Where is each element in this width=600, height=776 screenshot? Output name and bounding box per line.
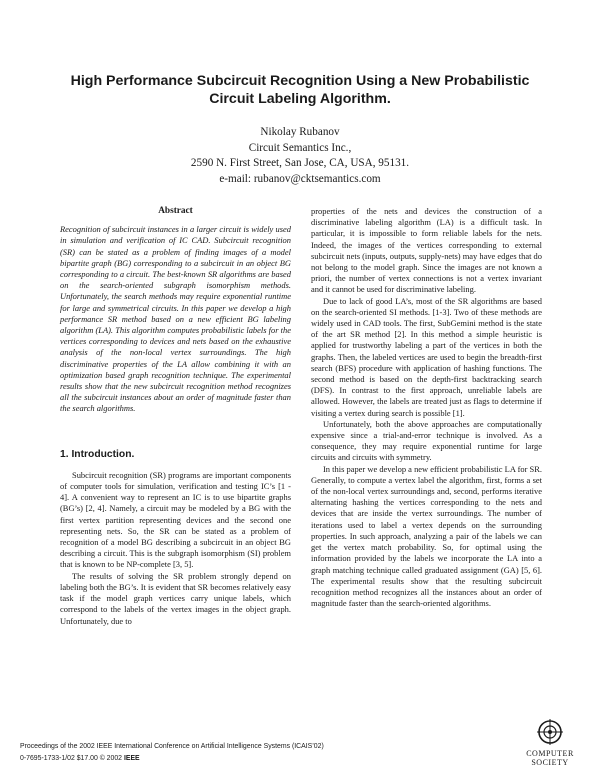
right-paragraph-3: In this paper we develop a new efficient probabilistic LA for SR. Generally, to compute a vertex label the algorithm, first, forms a set of the non-local vertex surroundings and, second, performs iterative alternating hashing the vertices corresponding to the nets and devices that are inside the vertex surroundings. The number of iterations used to label a vertex depends on the surrounding properties. In such approach, analyzing a pair of the labels we can get the vertex match probability. So, for optimal using the information provided by the labels we incorporate the LA into a graph matching technique called graduated assignment (GA) [5, 6]. The experimental results show that the resulting subcircuit recognition method recognizes all the instances about an order of magnitude faster than the search-oriented algorithms.: [311, 463, 542, 609]
abstract-heading: Abstract: [158, 206, 193, 216]
left-column: [60, 206, 291, 627]
footer-ieee: IEEE: [123, 755, 140, 762]
author-address: 2590 N. First Street, San Jose, CA, USA, 95131.: [190, 157, 410, 169]
footer-isbn-text: 0-7695-1733-1/02 $17.00 © 2002: [20, 755, 124, 762]
author-organization: Circuit Semantics Inc.,: [248, 141, 352, 154]
logo-text-computer: COMPUTER: [526, 749, 574, 758]
author-email: e-mail: rubanov@cktsemantics.com: [219, 172, 381, 185]
intro-paragraph-1: Subcircuit recognition (SR) programs are important components of computer tools for simulation, verification and testing IC’s [1 - 4]. A convenient way to represent an IC is to use bipartite graphs (BG’s) [2, 4]. Namely, a circuit may be modeled by a BG with the first vertex partition representing devices and the second one representing nets. So, the SR can be stated as a problem of recognition of a model BG describing a subcircuit in an object BG describing a circuit. This is the subgraph isomorphism (SI) problem that is known to be NP-complete [3, 5].: [60, 469, 291, 570]
computer-society-logo: [516, 718, 584, 768]
paper-title: [40, 72, 560, 108]
right-column: [311, 206, 542, 609]
author-block: [120, 125, 480, 187]
intro-paragraph-2: The results of solving the SR problem strongly depend on labeling both the BG’s. It is evident that SR becomes relatively easy task if the model graph vertices carry unique labels, which correspond to the labels of the vertex images in the object graph. Unfortunately, due to: [60, 570, 291, 626]
right-paragraph-1: Due to lack of good LA’s, most of the SR algorithms are based on the search-oriented SI methods. [1-3]. Two of these methods are widely used in CAD tools. The first, SubGemini method is the state of the art SR method [2]. In this method a simple heuristic is applied for trustworthy labeling a part of the vertices in both the graphs. Then, the labeled vertices are used to begin the breadth-first search (BFS) procedure with application of hashing functions. The second method is based on the depth-first backtracking search (DFS). In contrast to the first approach, unreliable labels are allowed. However, the labels are treated just as flags to determine if visiting a vertex during search is possible [1].: [311, 295, 542, 418]
footer-proceedings: Proceedings of the 2002 IEEE International Conference on Artificial Intelligence Systems (ICAIS’02): [20, 743, 324, 750]
introduction-heading: 1. Introduction.: [60, 448, 135, 460]
title-line-2: Circuit Labeling Algorithm.: [209, 91, 391, 107]
computer-society-emblem-icon: [516, 718, 584, 748]
right-paragraph-0: properties of the nets and devices the construction of a discriminative labeling algorithm (LA) is a difficult task. In particular, it is impossible to form reliable labels for the nets. Indeed, the images of the vertices corresponding to external subcircuit nets (inputs, outputs, supply-nets) may have edges that do not belong to the model graph. Since the images are not known a priori, the number of vertex connections is not a vertex invariant and it cannot be used for discriminative labeling.: [311, 206, 542, 295]
author-name: Nikolay Rubanov: [260, 126, 340, 138]
title-line-1: High Performance Subcircuit Recognition Using a New Probabilistic: [70, 73, 530, 89]
logo-text-society: SOCIETY: [531, 758, 569, 767]
abstract-text: Recognition of subcircuit instances in a larger circuit is widely used in simulation and verification of IC CAD. Subcircuit recognition (SR) can be stated as a problem of finding images of a model bipartite graph (BG) corresponding to a subcircuit in an object BG corresponding to a circuit. The best-known SR algorithms are based on the search-oriented subgraph isomorphism methods. Unfortunately, the search methods may require exponential runtime for large and symmetrical circuits. In this paper we develop a high performance SR method based on a new efficient BG labeling algorithm (LA). This algorithm computes probabilistic labels for the vertices corresponding to devices and nets based on the exhaustive analysis of the non-local vertex surroundings. The high discriminative properties of the LA allow combining it with an optimization based graph recognition technique. The experimental results show that the new subcircuit recognition method recognizes all the subcircuit instances about an order of magnitude faster than the search algorithms.: [60, 224, 291, 414]
footer-isbn: [20, 754, 140, 763]
right-paragraph-2: Unfortunately, both the above approaches are computationally expensive since a trial-and-error technique is involved. As a consequence, they may require exponential runtime for large circuits and circuits with symmetry.: [311, 418, 542, 463]
